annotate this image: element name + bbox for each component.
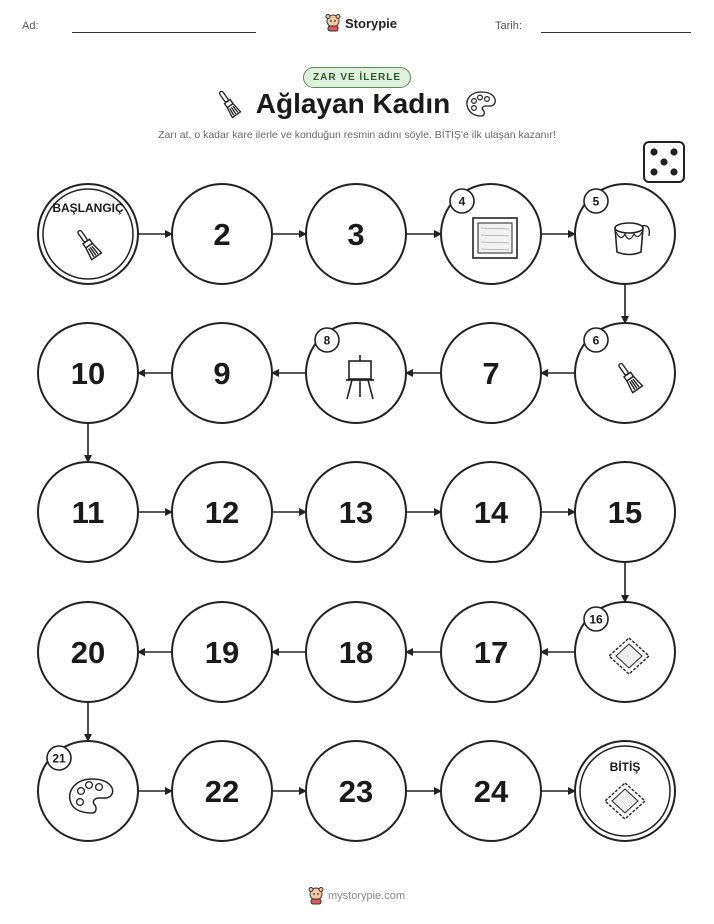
- board-space[interactable]: [38, 323, 138, 423]
- board-space[interactable]: [38, 741, 138, 841]
- instructions: Zarı at, o kadar kare ilerle ve konduğun resmin adını söyle. BİTİŞ'e ilk ulaşan kazanır!: [158, 129, 556, 141]
- space-number: 3: [347, 217, 365, 252]
- brand-name: Storypie: [345, 15, 398, 31]
- board-space[interactable]: [172, 323, 272, 423]
- space-number: 14: [473, 495, 509, 530]
- board-space[interactable]: [441, 602, 541, 702]
- board-space[interactable]: [306, 462, 406, 562]
- space-number: 23: [338, 774, 374, 809]
- space-number: 21: [52, 751, 66, 766]
- space-number: 18: [338, 635, 374, 670]
- date-label: Tarih:: [495, 20, 522, 32]
- board-space[interactable]: [575, 602, 675, 702]
- board-space[interactable]: [306, 741, 406, 841]
- board-space[interactable]: [575, 184, 675, 284]
- finish-space[interactable]: [575, 741, 675, 841]
- space-number: 13: [338, 495, 374, 530]
- space-label: BAŞLANGIÇ: [52, 201, 124, 215]
- space-circle: [38, 184, 138, 284]
- space-number: 12: [204, 495, 240, 530]
- space-number: 10: [70, 356, 106, 391]
- board-space[interactable]: [306, 184, 406, 284]
- board-space[interactable]: [441, 741, 541, 841]
- board-space[interactable]: [38, 602, 138, 702]
- space-number: 20: [70, 635, 106, 670]
- board-space[interactable]: [306, 323, 406, 423]
- space-label: BİTİŞ: [609, 760, 641, 774]
- space-number: 4: [458, 194, 466, 209]
- dice-icon: [644, 142, 684, 182]
- board-space[interactable]: [172, 184, 272, 284]
- space-number: 8: [323, 333, 331, 348]
- space-number: 24: [473, 774, 509, 809]
- space-number: 16: [589, 612, 603, 627]
- board-space[interactable]: [306, 602, 406, 702]
- footer: [308, 887, 405, 905]
- board-space[interactable]: [575, 323, 675, 423]
- space-number: 22: [204, 774, 240, 809]
- start-space[interactable]: [38, 184, 138, 284]
- storypie-mascot-icon: [308, 887, 324, 905]
- board-space[interactable]: [172, 462, 272, 562]
- space-number: 19: [204, 635, 240, 670]
- board-space[interactable]: [38, 462, 138, 562]
- space-number: 5: [592, 194, 600, 209]
- board-space[interactable]: [441, 184, 541, 284]
- space-number: 9: [213, 356, 231, 391]
- space-number: 7: [482, 356, 500, 391]
- space-number: 11: [71, 495, 105, 530]
- board-space[interactable]: [441, 323, 541, 423]
- game-type-badge: ZAR VE İLERLE: [303, 67, 411, 88]
- space-number: 6: [592, 333, 600, 348]
- page-title: Ağlayan Kadın: [255, 88, 451, 119]
- name-label: Ad:: [22, 20, 39, 32]
- board-space[interactable]: [575, 462, 675, 562]
- footer-url: mystorypie.com: [328, 890, 406, 902]
- board-space[interactable]: [172, 602, 272, 702]
- canvas-icon: [473, 218, 517, 258]
- space-number: 15: [607, 495, 643, 530]
- space-number: 2: [213, 217, 231, 252]
- board-space[interactable]: [172, 741, 272, 841]
- space-number: 17: [473, 635, 509, 670]
- board-space[interactable]: [441, 462, 541, 562]
